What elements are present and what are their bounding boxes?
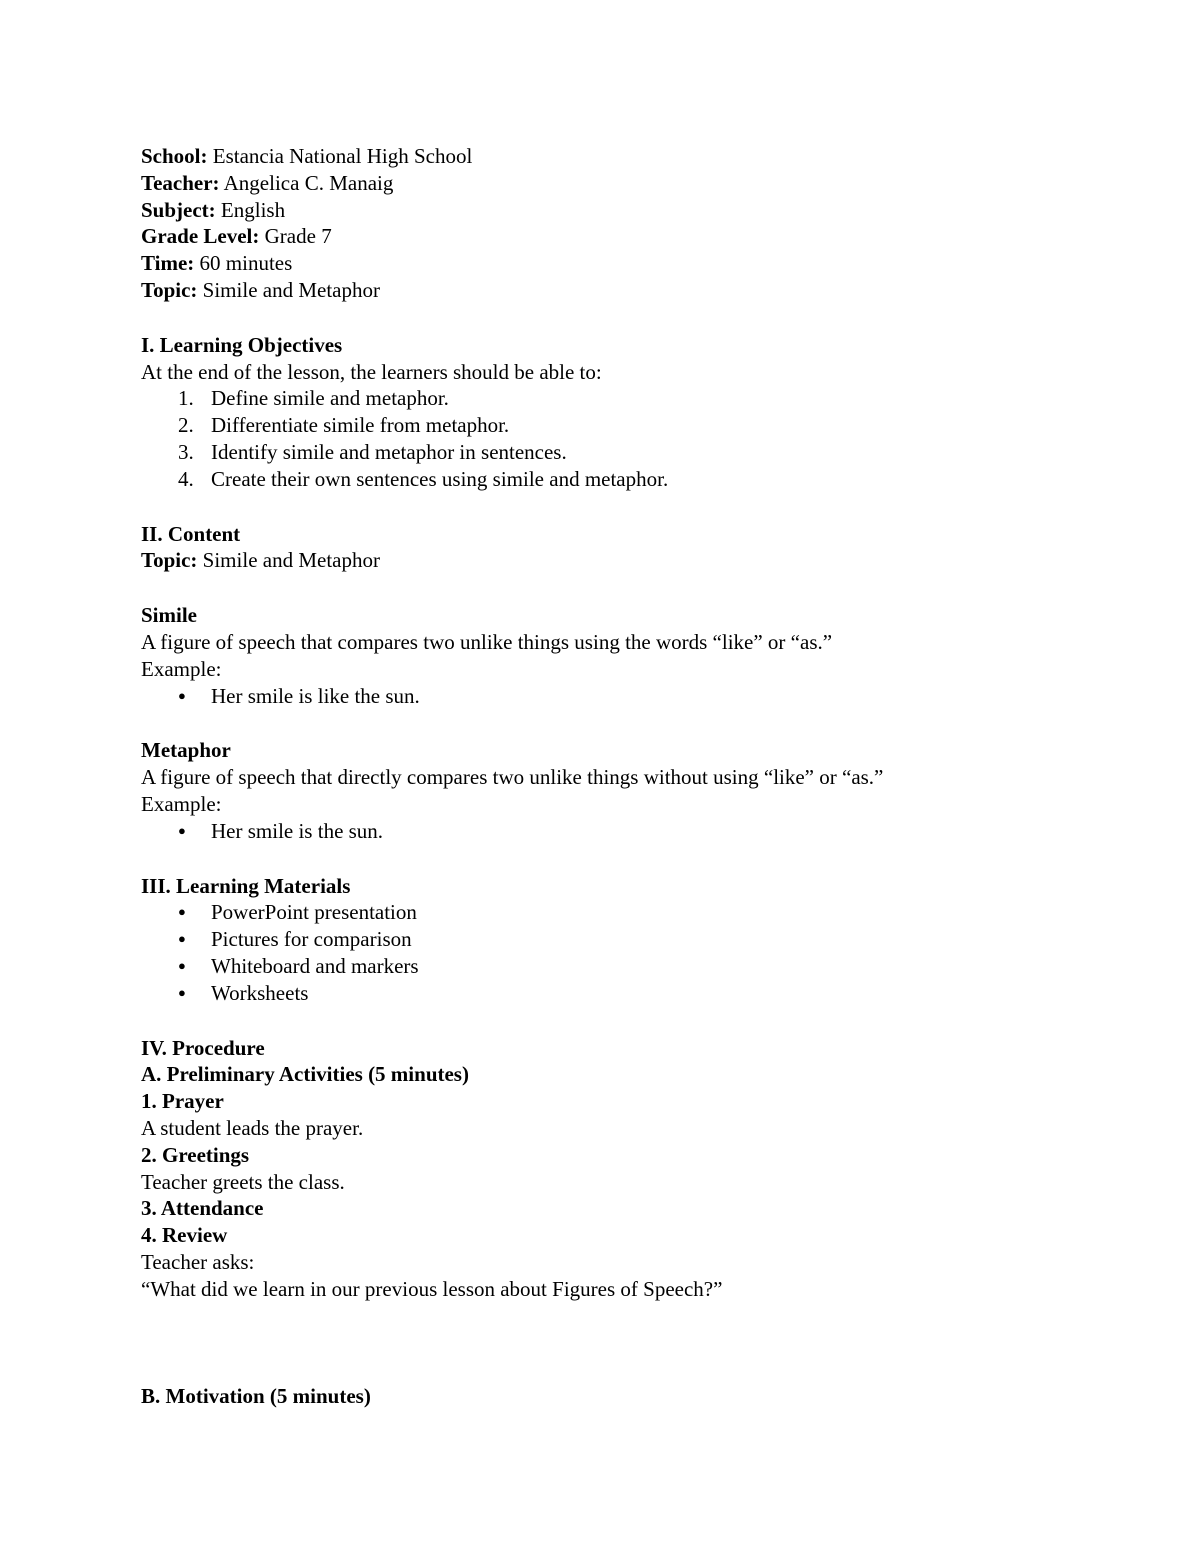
objective-number [141, 439, 211, 466]
bullet-icon: ● [178, 957, 186, 973]
bullet-icon: ● [178, 822, 186, 838]
spacer [141, 493, 1101, 521]
review-heading [141, 1222, 1101, 1249]
bullet-icon: ● [178, 984, 186, 1000]
prayer-heading [141, 1088, 1101, 1115]
content-topic-line [141, 547, 1101, 574]
simile-example-text: Her smile is like the sun. [211, 683, 420, 708]
motivation-heading [141, 1383, 1101, 1410]
objective-text: Differentiate simile from metaphor. [211, 413, 510, 438]
simile-example-label: Example: [141, 656, 222, 681]
simile-heading [141, 602, 1101, 629]
content-heading-text: II. Content [141, 521, 241, 546]
simile-definition: A figure of speech that compares two unlike things using the words “like” or “as.” [141, 629, 833, 654]
objective-item [141, 439, 1101, 466]
content-topic-label: Topic: [141, 548, 198, 573]
subject-label: Subject: [141, 197, 216, 222]
spacer [141, 1007, 1101, 1035]
objective-number-text: 2. [178, 413, 194, 438]
teacher-value: Angelica C. Manaig [223, 170, 394, 195]
objective-number [141, 466, 211, 493]
materials-heading [141, 873, 1101, 900]
objective-text: Create their own sentences using simile and metaphor. [211, 466, 669, 491]
objective-text: Identify simile and metaphor in sentences. [211, 439, 567, 464]
teacher-label: Teacher: [141, 170, 220, 195]
lesson-plan-page [141, 143, 1101, 1410]
prayer-text: A student leads the prayer. [141, 1115, 364, 1140]
objective-number [141, 412, 211, 439]
time-label: Time: [141, 251, 195, 276]
prayer-heading-text: 1. Prayer [141, 1089, 224, 1114]
material-item [141, 926, 1101, 953]
subject-value: English [220, 197, 286, 222]
attendance-heading-text: 3. Attendance [141, 1196, 264, 1221]
greetings-text: Teacher greets the class. [141, 1169, 345, 1194]
objectives-intro: At the end of the lesson, the learners should be able to: [141, 359, 602, 384]
preliminary-heading [141, 1061, 1101, 1088]
grade-line [141, 223, 1101, 250]
simile-heading-text: Simile [141, 603, 197, 628]
school-label: School: [141, 144, 208, 168]
motivation-heading-text: B. Motivation (5 minutes) [141, 1384, 371, 1409]
greetings-heading-text: 2. Greetings [141, 1142, 250, 1167]
school-line [141, 143, 1101, 170]
materials-heading-text: III. Learning Materials [141, 873, 351, 898]
procedure-heading-text: IV. Procedure [141, 1035, 265, 1060]
review-heading-text: 4. Review [141, 1223, 228, 1248]
material-item [141, 953, 1101, 980]
spacer [141, 709, 1101, 737]
subject-line [141, 197, 1101, 224]
content-topic-value: Simile and Metaphor [202, 548, 380, 573]
objective-text: Define simile and metaphor. [211, 386, 449, 411]
grade-label: Grade Level: [141, 224, 260, 249]
material-text: Worksheets [211, 980, 309, 1005]
material-text: Whiteboard and markers [211, 953, 419, 978]
metaphor-heading [141, 737, 1101, 764]
objective-number-text: 4. [178, 466, 194, 491]
metaphor-example-text: Her smile is the sun. [211, 818, 384, 843]
grade-value: Grade 7 [264, 224, 332, 249]
procedure-heading [141, 1035, 1101, 1062]
objective-item [141, 412, 1101, 439]
spacer [141, 304, 1101, 332]
topic-label: Topic: [141, 277, 198, 302]
bullet-icon: ● [178, 687, 186, 703]
material-item [141, 899, 1101, 926]
metaphor-example-label: Example: [141, 791, 222, 816]
objective-number-text: 3. [178, 439, 194, 464]
objective-item [141, 466, 1101, 493]
material-item [141, 980, 1101, 1007]
review-question: “What did we learn in our previous lesson about Figures of Speech?” [141, 1276, 723, 1301]
objectives-heading [141, 332, 1101, 359]
spacer [141, 574, 1101, 602]
attendance-heading [141, 1195, 1101, 1222]
teacher-line [141, 170, 1101, 197]
objective-number-text: 1. [178, 386, 194, 411]
topic-line [141, 277, 1101, 304]
topic-value: Simile and Metaphor [202, 277, 380, 302]
greetings-heading [141, 1142, 1101, 1169]
bullet-icon: ● [178, 904, 186, 920]
bullet-icon: ● [178, 931, 186, 947]
preliminary-heading-text: A. Preliminary Activities (5 minutes) [141, 1062, 469, 1087]
content-heading [141, 521, 1101, 548]
objectives-heading-text: I. Learning Objectives [141, 332, 343, 357]
metaphor-heading-text: Metaphor [141, 738, 231, 763]
review-text: Teacher asks: [141, 1249, 255, 1274]
simile-example-item [141, 683, 1101, 710]
material-text: Pictures for comparison [211, 927, 412, 952]
objective-item [141, 385, 1101, 412]
metaphor-definition: A figure of speech that directly compares two unlike things without using “like” or “as.” [141, 765, 884, 790]
spacer [141, 1302, 1101, 1383]
time-line [141, 250, 1101, 277]
school-value: Estancia National High School [212, 144, 473, 168]
spacer [141, 845, 1101, 873]
metaphor-example-item [141, 818, 1101, 845]
objective-number [141, 385, 211, 412]
time-value: 60 minutes [199, 251, 293, 276]
material-text: PowerPoint presentation [211, 900, 417, 925]
